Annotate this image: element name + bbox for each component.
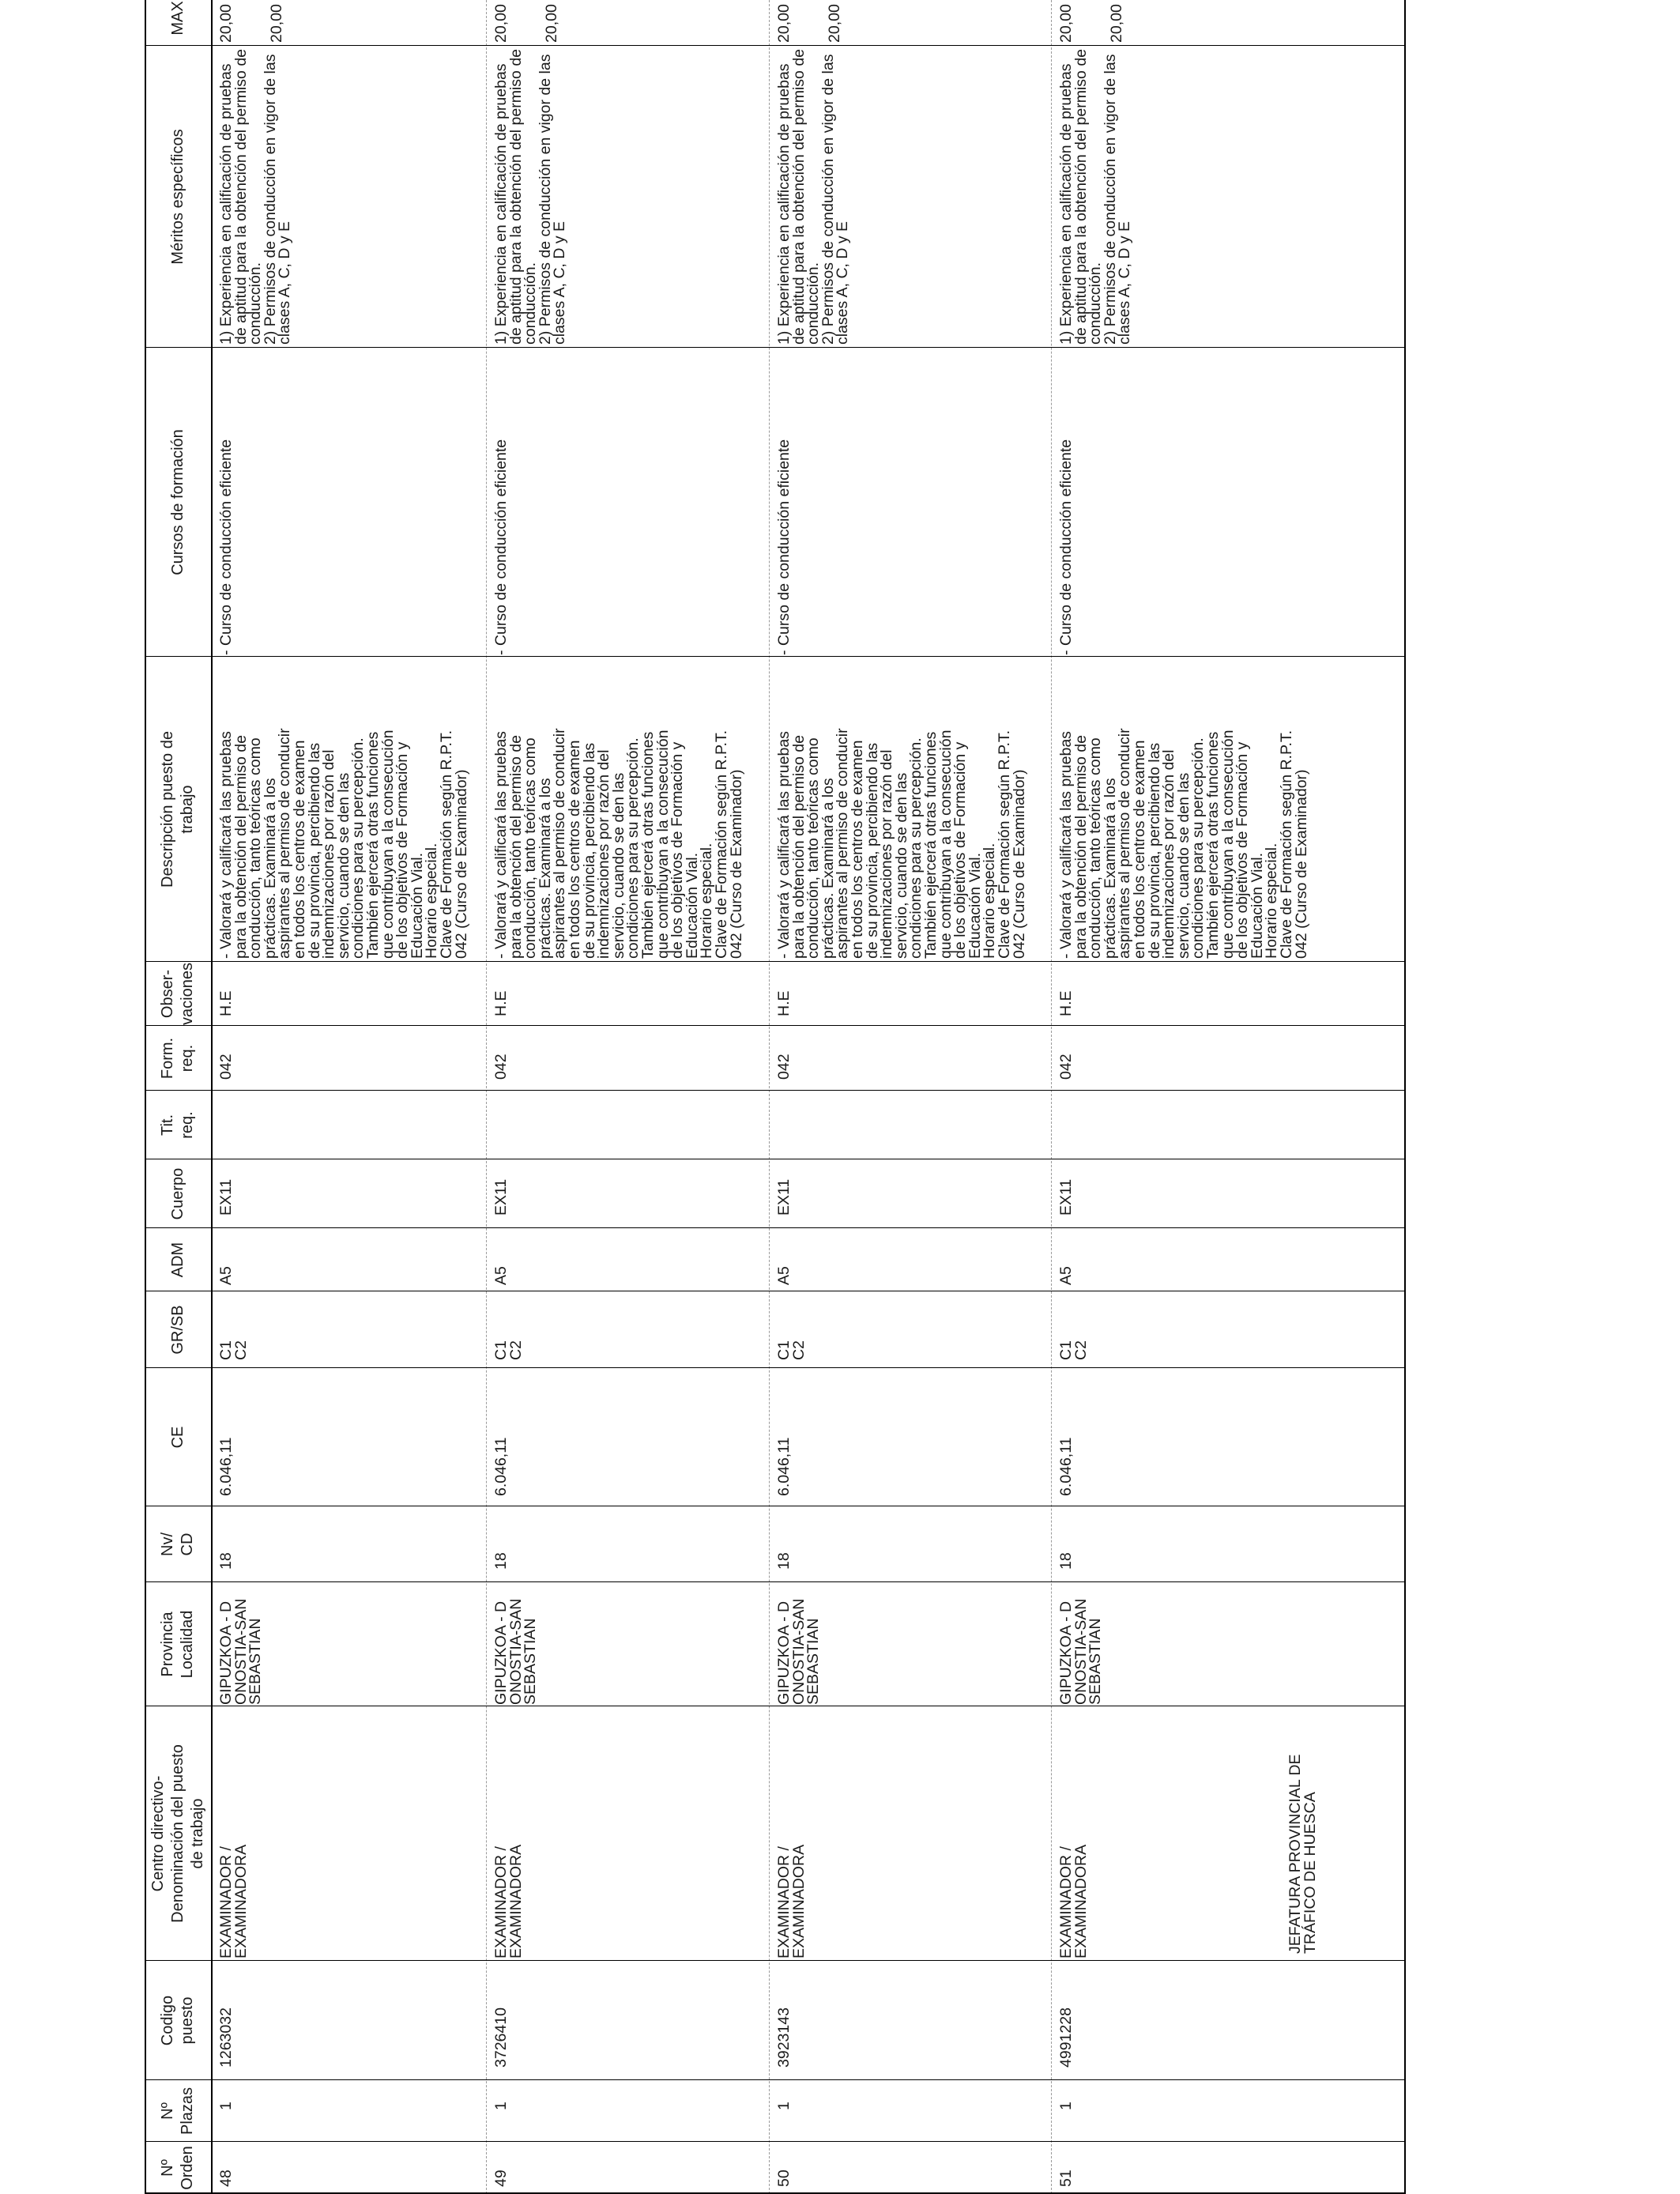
row-adm: A5: [492, 1266, 510, 1285]
row-plazas: 1: [217, 2102, 235, 2110]
row-max-2: 20,00: [1108, 4, 1125, 43]
header-grupo: GR/SB: [168, 1305, 186, 1355]
row-denominacion: EXAMINADOR / EXAMINADORA: [217, 1844, 250, 1958]
header-provincia: Provincia Localidad: [159, 1610, 196, 1679]
row-provincia: GIPUZKOA - D ONOSTIA-SAN SEBASTIAN: [217, 1598, 265, 1705]
row-cursos: - Curso de conducción eficiente: [775, 439, 793, 655]
header-plazas: Nº Plazas: [159, 2087, 196, 2136]
header-observaciones: Obser- vaciones: [159, 963, 196, 1025]
row-meritos: 1) Experiencia en calificación de pruebas de aptitud para la obtención del permiso de conducción. 2) Permisos de conducción en vigor de las clases A, C, D y E: [1057, 48, 1134, 345]
row-cursos: - Curso de conducción eficiente: [492, 439, 510, 655]
row-provincia: GIPUZKOA - D ONOSTIA-SAN SEBASTIAN: [1057, 1598, 1105, 1705]
row-max-2: 20,00: [543, 4, 560, 43]
row-orden: 50: [775, 2169, 793, 2187]
row-grupo: C1 C2: [492, 1340, 525, 1360]
row-grupo: C1 C2: [775, 1340, 808, 1360]
row-nivel: 18: [1057, 1552, 1075, 1570]
row-provincia: GIPUZKOA - D ONOSTIA-SAN SEBASTIAN: [775, 1598, 823, 1705]
header-formacion: Form. req.: [159, 1037, 196, 1080]
row-separator: [1051, 0, 1052, 2194]
col-divider: [145, 1090, 1404, 1091]
row-formacion: 042: [217, 1054, 235, 1080]
row-ce: 6.046,11: [492, 1437, 510, 1496]
row-meritos: 1) Experiencia en calificación de pruebas de aptitud para la obtención del permiso de conducción. 2) Permisos de conducción en vigor de las clases A, C, D y E: [775, 48, 852, 345]
row-provincia: GIPUZKOA - D ONOSTIA-SAN SEBASTIAN: [492, 1598, 540, 1705]
rotated-table-page: [145, 0, 1433, 2194]
col-divider: [145, 1367, 1404, 1368]
row-codigo: 1263032: [217, 2007, 235, 2068]
header-nivel: Nv/ CD: [159, 1532, 196, 1556]
row-plazas: 1: [1057, 2102, 1075, 2110]
row-denominacion: EXAMINADOR / EXAMINADORA: [775, 1844, 808, 1958]
row-cursos: - Curso de conducción eficiente: [217, 439, 235, 655]
row-max-1: 20,00: [492, 4, 510, 43]
footer-centro-directivo: JEFATURA PROVINCIAL DE TRÁFICO DE HUESCA: [1286, 1754, 1319, 1954]
row-nivel: 18: [775, 1552, 793, 1570]
row-max-1: 20,00: [1057, 4, 1075, 43]
header-codigo: Codigo puesto: [159, 1995, 196, 2046]
header-meritos: Méritos específicos: [168, 129, 186, 265]
row-observaciones: H.E: [217, 990, 235, 1016]
row-max-2: 20,00: [826, 4, 843, 43]
row-separator: [769, 0, 770, 2194]
col-divider: [145, 347, 1404, 348]
row-observaciones: H.E: [492, 990, 510, 1016]
row-max-1: 20,00: [217, 4, 235, 43]
header-cursos: Cursos de formación: [168, 429, 186, 575]
row-meritos: 1) Experiencia en calificación de pruebas de aptitud para la obtención del permiso de conducción. 2) Permisos de conducción en vigor de las clases A, C, D y E: [492, 48, 569, 345]
row-codigo: 3726410: [492, 2007, 510, 2068]
col-divider: [145, 2141, 1404, 2142]
header-ce: CE: [168, 1426, 186, 1449]
row-ce: 6.046,11: [775, 1437, 793, 1496]
row-descripcion: - Valorará y calificará las pruebas para la obtención del permiso de conducción, tanto teóricas como prácticas. Examinará a los aspirantes al permiso de conducir en todos los centros de examen de su provincia, percibiendo las indemnizaciones por razón del servicio, cuando se den las condiciones para su percepción. También ejercerá otras funciones que contribuyan a la consecución de los objetivos de Formación y Educación Vial. Horario especial. Clave de Formación según R.P.T. 042 (Curso de Examinador): [1057, 728, 1310, 959]
row-cuerpo: EX11: [492, 1178, 510, 1216]
row-codigo: 4991228: [1057, 2007, 1075, 2068]
row-nivel: 18: [492, 1552, 510, 1570]
col-divider: [145, 961, 1404, 962]
row-adm: A5: [1057, 1266, 1075, 1285]
row-cursos: - Curso de conducción eficiente: [1057, 439, 1075, 655]
row-formacion: 042: [775, 1054, 793, 1080]
col-divider: [145, 1960, 1404, 1961]
header-orden: Nº Orden: [159, 2146, 196, 2190]
row-orden: 48: [217, 2169, 235, 2187]
row-descripcion: - Valorará y calificará las pruebas para la obtención del permiso de conducción, tanto teóricas como prácticas. Examinará a los aspirantes al permiso de conducir en todos los centros de examen de su provincia, percibiendo las indemnizaciones por razón del servicio, cuando se den las condiciones para su percepción. También ejercerá otras funciones que contribuyan a la consecución de los objetivos de Formación y Educación Vial. Horario especial. Clave de Formación según R.P.T. 042 (Curso de Examinador): [217, 728, 470, 959]
grid-header-divider: [211, 0, 213, 2194]
row-cuerpo: EX11: [775, 1178, 793, 1216]
row-nivel: 18: [217, 1552, 235, 1570]
header-max: MAX: [168, 1, 186, 36]
header-titulacion: Tit. req.: [159, 1111, 196, 1139]
row-formacion: 042: [1057, 1054, 1075, 1080]
row-descripcion: - Valorará y calificará las pruebas para la obtención del permiso de conducción, tanto teóricas como prácticas. Examinará a los aspirantes al permiso de conducir en todos los centros de examen de su provincia, percibiendo las indemnizaciones por razón del servicio, cuando se den las condiciones para su percepción. También ejercerá otras funciones que contribuyan a la consecución de los objetivos de Formación y Educación Vial. Horario especial. Clave de Formación según R.P.T. 042 (Curso de Examinador): [492, 728, 745, 959]
row-cuerpo: EX11: [217, 1178, 235, 1216]
row-observaciones: H.E: [1057, 990, 1075, 1016]
col-divider: [145, 2079, 1404, 2080]
row-ce: 6.046,11: [1057, 1437, 1075, 1496]
row-cuerpo: EX11: [1057, 1178, 1075, 1216]
grid-top-border: [145, 0, 146, 2194]
col-divider: [145, 1025, 1404, 1026]
row-plazas: 1: [492, 2102, 510, 2110]
row-denominacion: EXAMINADOR / EXAMINADORA: [1057, 1844, 1090, 1958]
row-denominacion: EXAMINADOR / EXAMINADORA: [492, 1844, 525, 1958]
col-divider: [145, 656, 1404, 657]
header-centro: Centro directivo- Denominación del puesto de trabajo: [149, 1744, 206, 1923]
row-orden: 51: [1057, 2169, 1075, 2187]
grid-bottom-border: [1404, 0, 1406, 2194]
row-max-2: 20,00: [268, 4, 285, 43]
row-separator: [486, 0, 487, 2194]
row-max-1: 20,00: [775, 4, 793, 43]
col-divider: [145, 45, 1404, 46]
row-descripcion: - Valorará y calificará las pruebas para la obtención del permiso de conducción, tanto teóricas como prácticas. Examinará a los aspirantes al permiso de conducir en todos los centros de examen de su provincia, percibiendo las indemnizaciones por razón del servicio, cuando se den las condiciones para su percepción. También ejercerá otras funciones que contribuyan a la consecución de los objetivos de Formación y Educación Vial. Horario especial. Clave de Formación según R.P.T. 042 (Curso de Examinador): [775, 728, 1028, 959]
header-descripcion: Descripción puesto de trabajo: [159, 731, 196, 888]
row-meritos: 1) Experiencia en calificación de pruebas de aptitud para la obtención del permiso de conducción. 2) Permisos de conducción en vigor de las clases A, C, D y E: [217, 48, 294, 345]
col-divider: [145, 1227, 1404, 1228]
row-orden: 49: [492, 2169, 510, 2187]
header-cuerpo: Cuerpo: [168, 1167, 186, 1220]
row-plazas: 1: [775, 2102, 793, 2110]
row-codigo: 3923143: [775, 2007, 793, 2068]
row-adm: A5: [217, 1266, 235, 1285]
row-adm: A5: [775, 1266, 793, 1285]
col-divider: [145, 1581, 1404, 1582]
row-observaciones: H.E: [775, 990, 793, 1016]
row-ce: 6.046,11: [217, 1437, 235, 1496]
row-grupo: C1 C2: [217, 1340, 250, 1360]
row-grupo: C1 C2: [1057, 1340, 1090, 1360]
header-adm: ADM: [168, 1242, 186, 1278]
row-formacion: 042: [492, 1054, 510, 1080]
